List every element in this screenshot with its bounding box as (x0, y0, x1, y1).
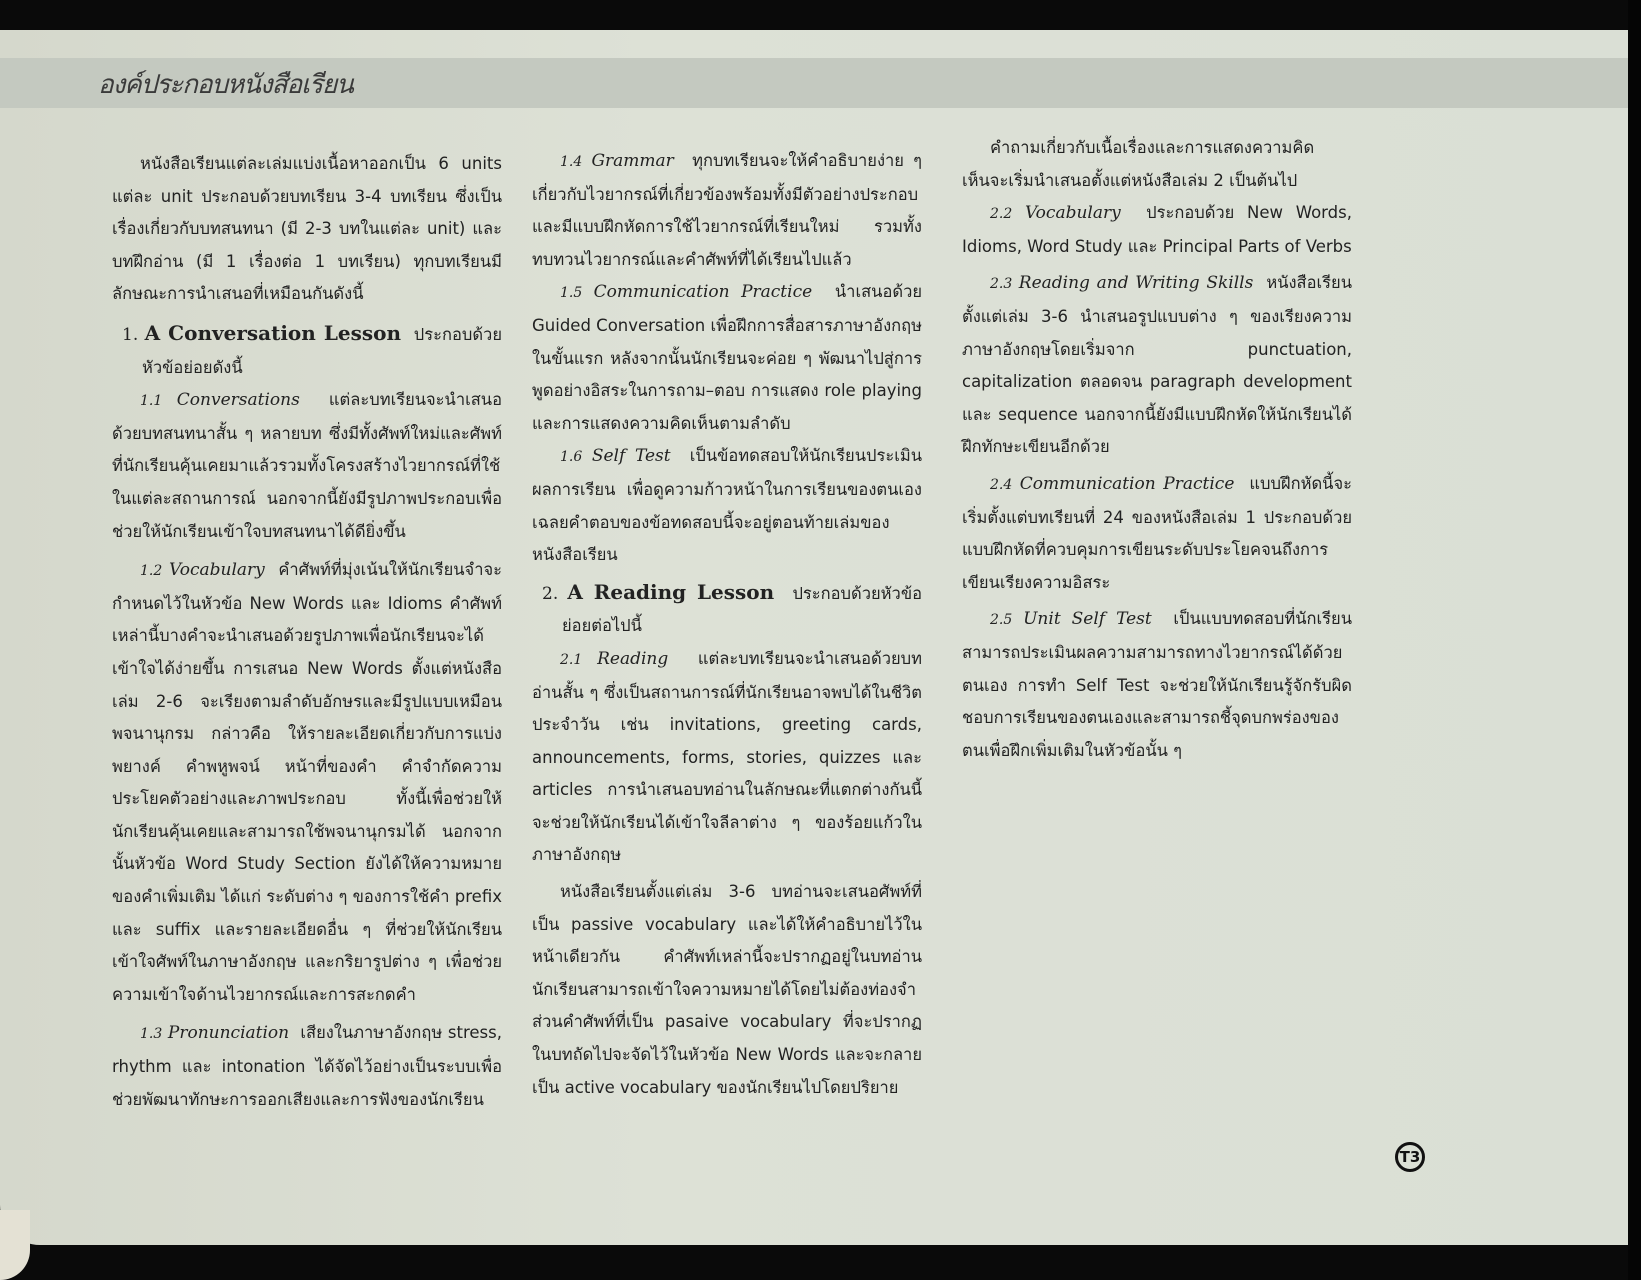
subsection-1-1: 1.1 Conversations แต่ละบทเรียนจะนำเสนอด้วยบทสนทนาสั้น ๆ หลายบท ซึ่งมีทั้งศัพท์ใหม่และศัพท์ที่นักเรียนคุ้นเคยมาแล้วรวมทั้งโครงสร้างไวยากรณ์ที่ใช้ในแต่ละสถานการณ์ นอกจากนี้ยังมีรูปภาพประกอบเพื่อช่วยให้นักเรียนเข้าใจบทสนทนาได้ดียิ่งขึ้น (112, 390, 502, 541)
subsection-2-1: 2.1 Reading แต่ละบทเรียนจะนำเสนอด้วยบทอ่านสั้น ๆ ซึ่งเป็นสถานการณ์ที่นักเรียนอาจพบได้ในชีวิตประจำวัน เช่น invitations, greeting cards, announcements, forms, stories, quizzes และ articles การนำเสนอบทอ่านในลักษณะที่แตกต่างกันนี้จะช่วยให้นักเรียนได้เข้าใจลีลาต่าง ๆ ของร้อยแก้วในภาษาอังกฤษ (532, 648, 922, 865)
section-1-title: A Conversation Lesson (144, 320, 402, 345)
subsection-2-3: 2.3 Reading and Writing Skills หนังสือเรียนตั้งแต่เล่ม 3-6 นำเสนอรูปแบบต่าง ๆ ของเรียงความภาษาอังกฤษโดยเริ่มจาก punctuation, capitalization ตลอดจน paragraph development และ sequence นอกจากนี้ยังมีแบบฝึกหัดให้นักเรียนได้ฝึกทักษะเขียนอีกด้วย (962, 273, 1352, 457)
scan-border (1628, 0, 1641, 1280)
subsection-1-5: 1.5 Communication Practice นำเสนอด้วย Guided Conversation เพื่อฝึกการสื่อสารภาษาอังกฤษในขั้นแรก หลังจากนั้นนักเรียนจะค่อย ๆ พัฒนาไปสู่การพูดอย่างอิสระในการถาม–ตอบ การแสดง role playing และการแสดงความคิดเห็นตามลำดับ (532, 282, 922, 433)
subsection-1-2: 1.2 Vocabulary คำศัพท์ที่มุ่งเน้นให้นักเรียนจำจะกำหนดไว้ในหัวข้อ New Words และ Idioms คำศัพท์เหล่านี้บางคำจะนำเสนอด้วยรูปภาพเพื่อนักเรียนจะได้เข้าใจได้ง่ายขึ้น การเสนอ New Words ตั้งแต่หนังสือเล่ม 2-6 จะเรียงตามลำดับอักษรและมีรูปแบบเหมือนพจนานุกรม กล่าวคือ ให้รายละเอียดเกี่ยวกับการแบ่งพยางค์ คำพหูพจน์ หน้าที่ของคำ คำจำกัดความ ประโยคตัวอย่างและภาพประกอบ ทั้งนี้เพื่อช่วยให้นักเรียนคุ้นเคยและสามารถใช้พจนานุกรมได้ นอกจากนั้นหัวข้อ Word Study Section ยังได้ให้ความหมายของคำเพิ่มเติม ได้แก่ ระดับต่าง ๆ ของการใช้คำ prefix และ suffix และรายละเอียดอื่น ๆ ที่ช่วยให้นักเรียนเข้าใจศัพท์ในภาษาอังกฤษ และกริยารูปต่าง ๆ เพื่อช่วยความเข้าใจด้านไวยากรณ์และการสะกดคำ (112, 560, 502, 1004)
subsection-1-6: 1.6 Self Test เป็นข้อทดสอบให้นักเรียนประเมินผลการเรียน เพื่อดูความก้าวหน้าในการเรียนของตนเอง เฉลยคำตอบของข้อทดสอบนี้จะอยู่ตอนท้ายเล่มของหนังสือเรียน (532, 446, 922, 565)
column-2 (532, 145, 922, 1104)
subsection-2-4: 2.4 Communication Practice แบบฝึกหัดนี้จะเริ่มตั้งแต่บทเรียนที่ 24 ของหนังสือเล่ม 1 ประกอบด้วยแบบฝึกหัดที่ควบคุมการเขียนระดับประโยคจนถึงการเขียนเรียงความอิสระ (962, 473, 1352, 592)
page-number-badge: T3 (1395, 1142, 1425, 1172)
previous-page-edge (0, 1210, 30, 1280)
intro-paragraph: หนังสือเรียนแต่ละเล่มแบ่งเนื้อหาออกเป็น 6 units แต่ละ unit ประกอบด้วยบทเรียน 3-4 บทเรียน ซึ่งเป็นเรื่องเกี่ยวกับบทสนทนา (มี 2-3 บทในแต่ละ unit) และบทฝึกอ่าน (มี 1 เรื่องต่อ 1 บทเรียน) ทุกบทเรียนมีลักษณะการนำเสนอที่เหมือนกันดังนี้ (112, 154, 502, 304)
continued-paragraph: คำถามเกี่ยวกับเนื้อเรื่องและการแสดงความคิดเห็นจะเริ่มนำเสนอตั้งแต่หนังสือเล่ม 2 เป็นต้นไป (962, 138, 1315, 190)
subsection-2-5: 2.5 Unit Self Test เป็นแบบทดสอบที่นักเรียนสามารถประเมินผลความสามารถทางไวยากรณ์ได้ด้วยตนเอง การทำ Self Test จะช่วยให้นักเรียนรู้จักรับผิดชอบการเรียนของตนเองและสามารถชี้จุดบกพร่องของตนเพื่อฝึกเพิ่มเติมในหัวข้อนั้น ๆ (962, 609, 1352, 760)
section-2-title: A Reading Lesson (567, 579, 775, 604)
passive-vocabulary-paragraph: หนังสือเรียนตั้งแต่เล่ม 3-6 บทอ่านจะเสนอศัพท์ที่เป็น passive vocabulary และได้ให้คำอธิบายไว้ในหน้าเดียวกัน คำศัพท์เหล่านี้จะปรากฏอยู่ในบทอ่าน นักเรียนสามารถเข้าใจความหมายได้โดยไม่ต้องท่องจำ ส่วนคำศัพท์ที่เป็น pasaive vocabulary ที่จะปรากฏในบทถัดไปจะจัดไว้ในหัวข้อ New Words และจะกลายเป็น active vocabulary ของนักเรียนไปโดยปริยาย (532, 882, 922, 1097)
subsection-1-4: 1.4 Grammar ทุกบทเรียนจะให้คำอธิบายง่าย ๆ เกี่ยวกับไวยากรณ์ที่เกี่ยวข้องพร้อมทั้งมีตัวอย่างประกอบ และมีแบบฝึกหัดการใช้ไวยากรณ์ที่เรียนใหม่ รวมทั้งทบทวนไวยากรณ์และคำศัพท์ที่ได้เรียนไปแล้ว (532, 151, 923, 269)
subsection-1-3: 1.3 Pronunciation เสียงในภาษาอังกฤษ stress, rhythm และ intonation ได้จัดไว้อย่างเป็นระบบเพื่อช่วยพัฒนาทักษะการออกเสียงและการฟังของนักเรียน (112, 1023, 502, 1109)
column-1 (112, 148, 502, 1116)
page-title: องค์ประกอบหนังสือเรียน (98, 70, 353, 100)
column-3 (962, 132, 1352, 767)
subsection-2-2: 2.2 Vocabulary ประกอบด้วย New Words, Idioms, Word Study และ Principal Parts of Verbs (962, 203, 1352, 256)
section-2-heading: 2. A Reading Lesson ประกอบด้วยหัวข้อย่อยต่อไปนี้ (542, 579, 923, 636)
section-1-heading: 1. A Conversation Lesson ประกอบด้วยหัวข้อย่อยดังนี้ (122, 320, 502, 377)
